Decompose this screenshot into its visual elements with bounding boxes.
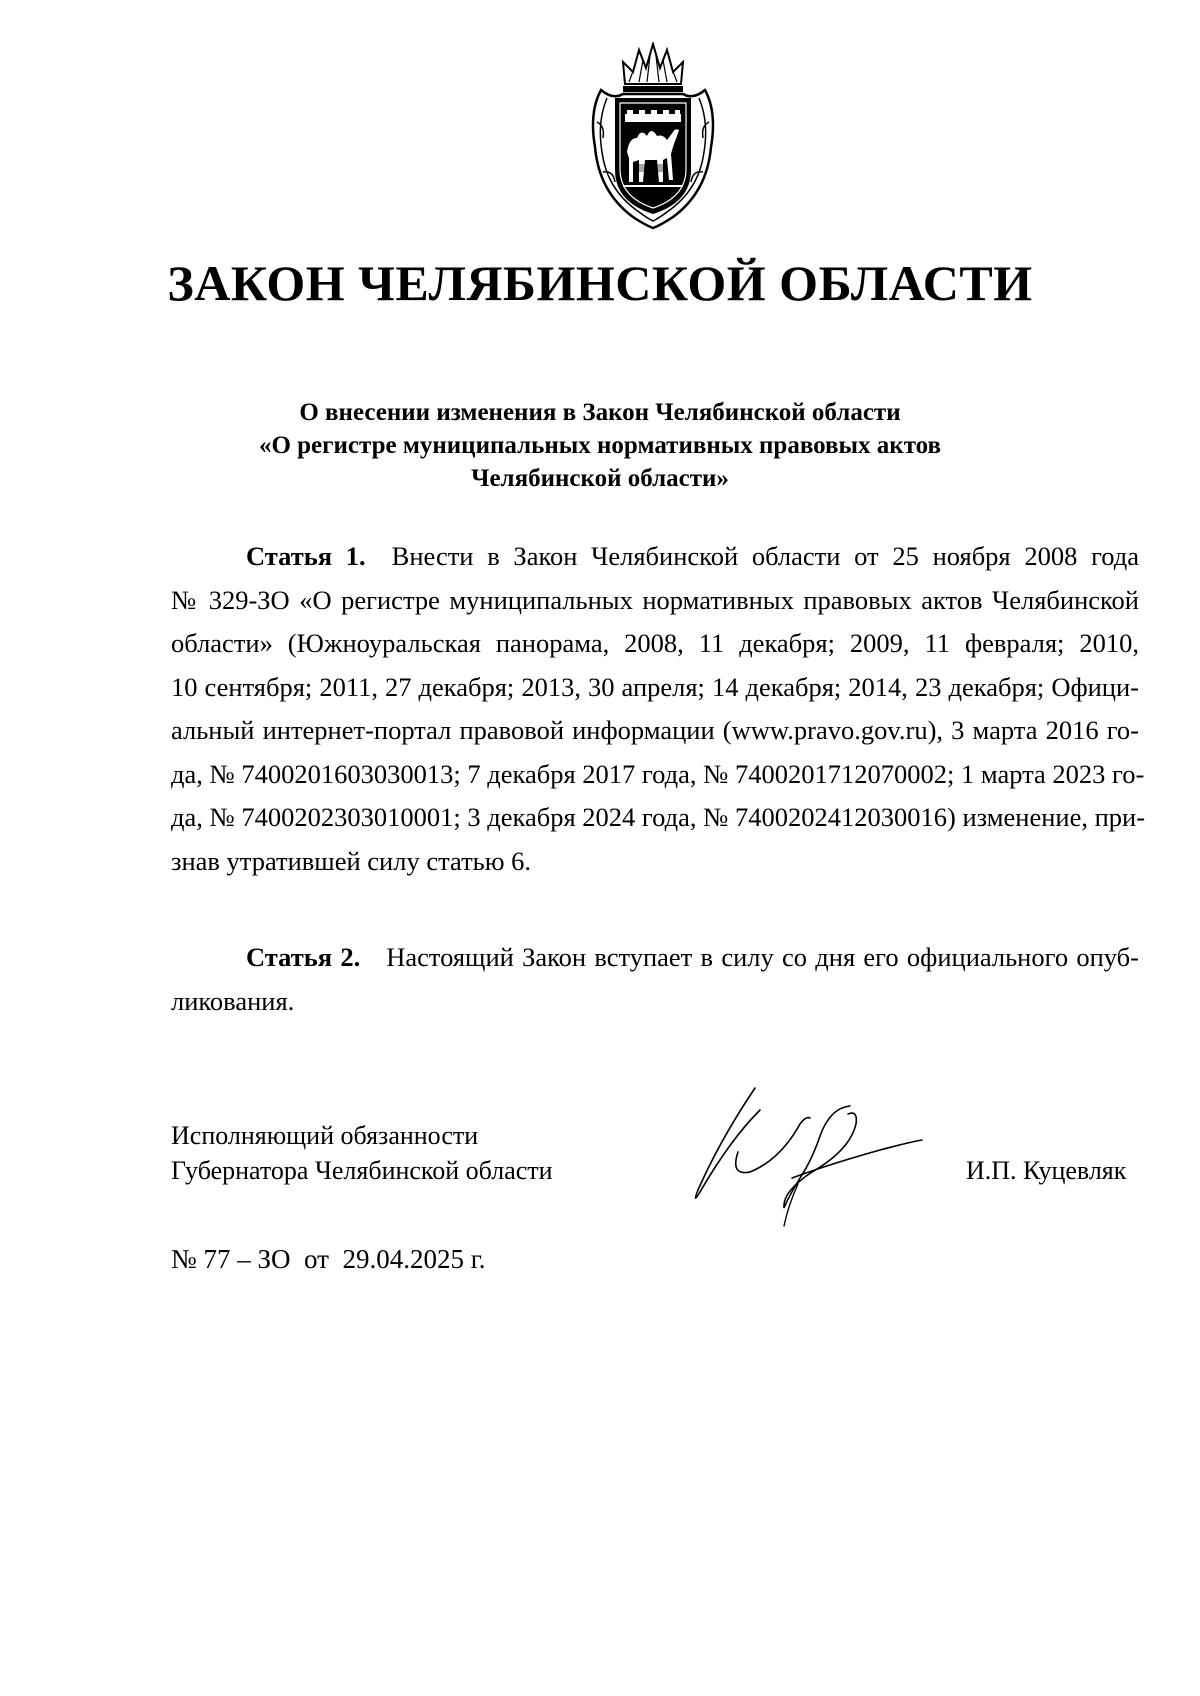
law-title: ЗАКОН ЧЕЛЯБИНСКОЙ ОБЛАСТИ bbox=[167, 255, 1033, 311]
law-subject bbox=[240, 396, 960, 495]
signer-title bbox=[171, 1118, 553, 1188]
article-line: да, № 7400201603030013; 7 декабря 2017 года, № 7400201712070002; 1 марта 2023 го- bbox=[171, 758, 1145, 789]
article-line: знав утратившей силу статью 6. bbox=[171, 845, 532, 876]
signer-name: И.П. Куцевляк bbox=[966, 1156, 1127, 1185]
article-label: Статья 2. bbox=[246, 942, 361, 972]
article-line: 10 сентября; 2011, 27 декабря; 2013, 30 апреля; 14 декабря; 2014, 23 декабря; Офици- bbox=[171, 671, 1139, 702]
article-line: альный интернет-портал правовой информации (www.pravo.gov.ru), 3 марта 2016 го- bbox=[171, 715, 1139, 745]
article-line: области» (Южноуральская панорама, 2008, 11 декабря; 2009, 11 февраля; 2010, bbox=[171, 628, 1139, 658]
article-line: ликования. bbox=[171, 985, 295, 1016]
signer-title-line: Губернатора Челябинской области bbox=[171, 1156, 553, 1185]
signature-icon bbox=[680, 1080, 925, 1230]
chelyabinsk-coat-of-arms-icon bbox=[583, 42, 723, 232]
signer-title-line: Исполняющий обязанности bbox=[171, 1121, 479, 1150]
article-2 bbox=[171, 936, 1139, 1023]
article-text: Настоящий Закон вступает в силу со дня его официального опуб- bbox=[386, 942, 1139, 972]
article-text: Внести в Закон Челябинской области от 25 ноября 2008 года bbox=[391, 541, 1140, 571]
article-label: Статья 1. bbox=[246, 541, 366, 571]
subject-line: Челябинской области» bbox=[471, 465, 729, 492]
article-1 bbox=[171, 535, 1146, 883]
article-line: № 329-ЗО «О регистре муниципальных нормативных правовых актов Челябинской bbox=[171, 584, 1139, 615]
subject-line: О внесении изменения в Закон Челябинской области bbox=[299, 399, 901, 426]
article-line: да, № 7400202303010001; 3 декабря 2024 года, № 7400202412030016) изменение, при- bbox=[171, 802, 1146, 832]
article-line bbox=[171, 535, 1139, 579]
article-line bbox=[171, 936, 1139, 980]
law-number-and-date: № 77 – ЗО от 29.04.2025 г. bbox=[171, 1244, 486, 1274]
subject-line: «О регистре муниципальных нормативных правовых актов bbox=[258, 432, 942, 459]
